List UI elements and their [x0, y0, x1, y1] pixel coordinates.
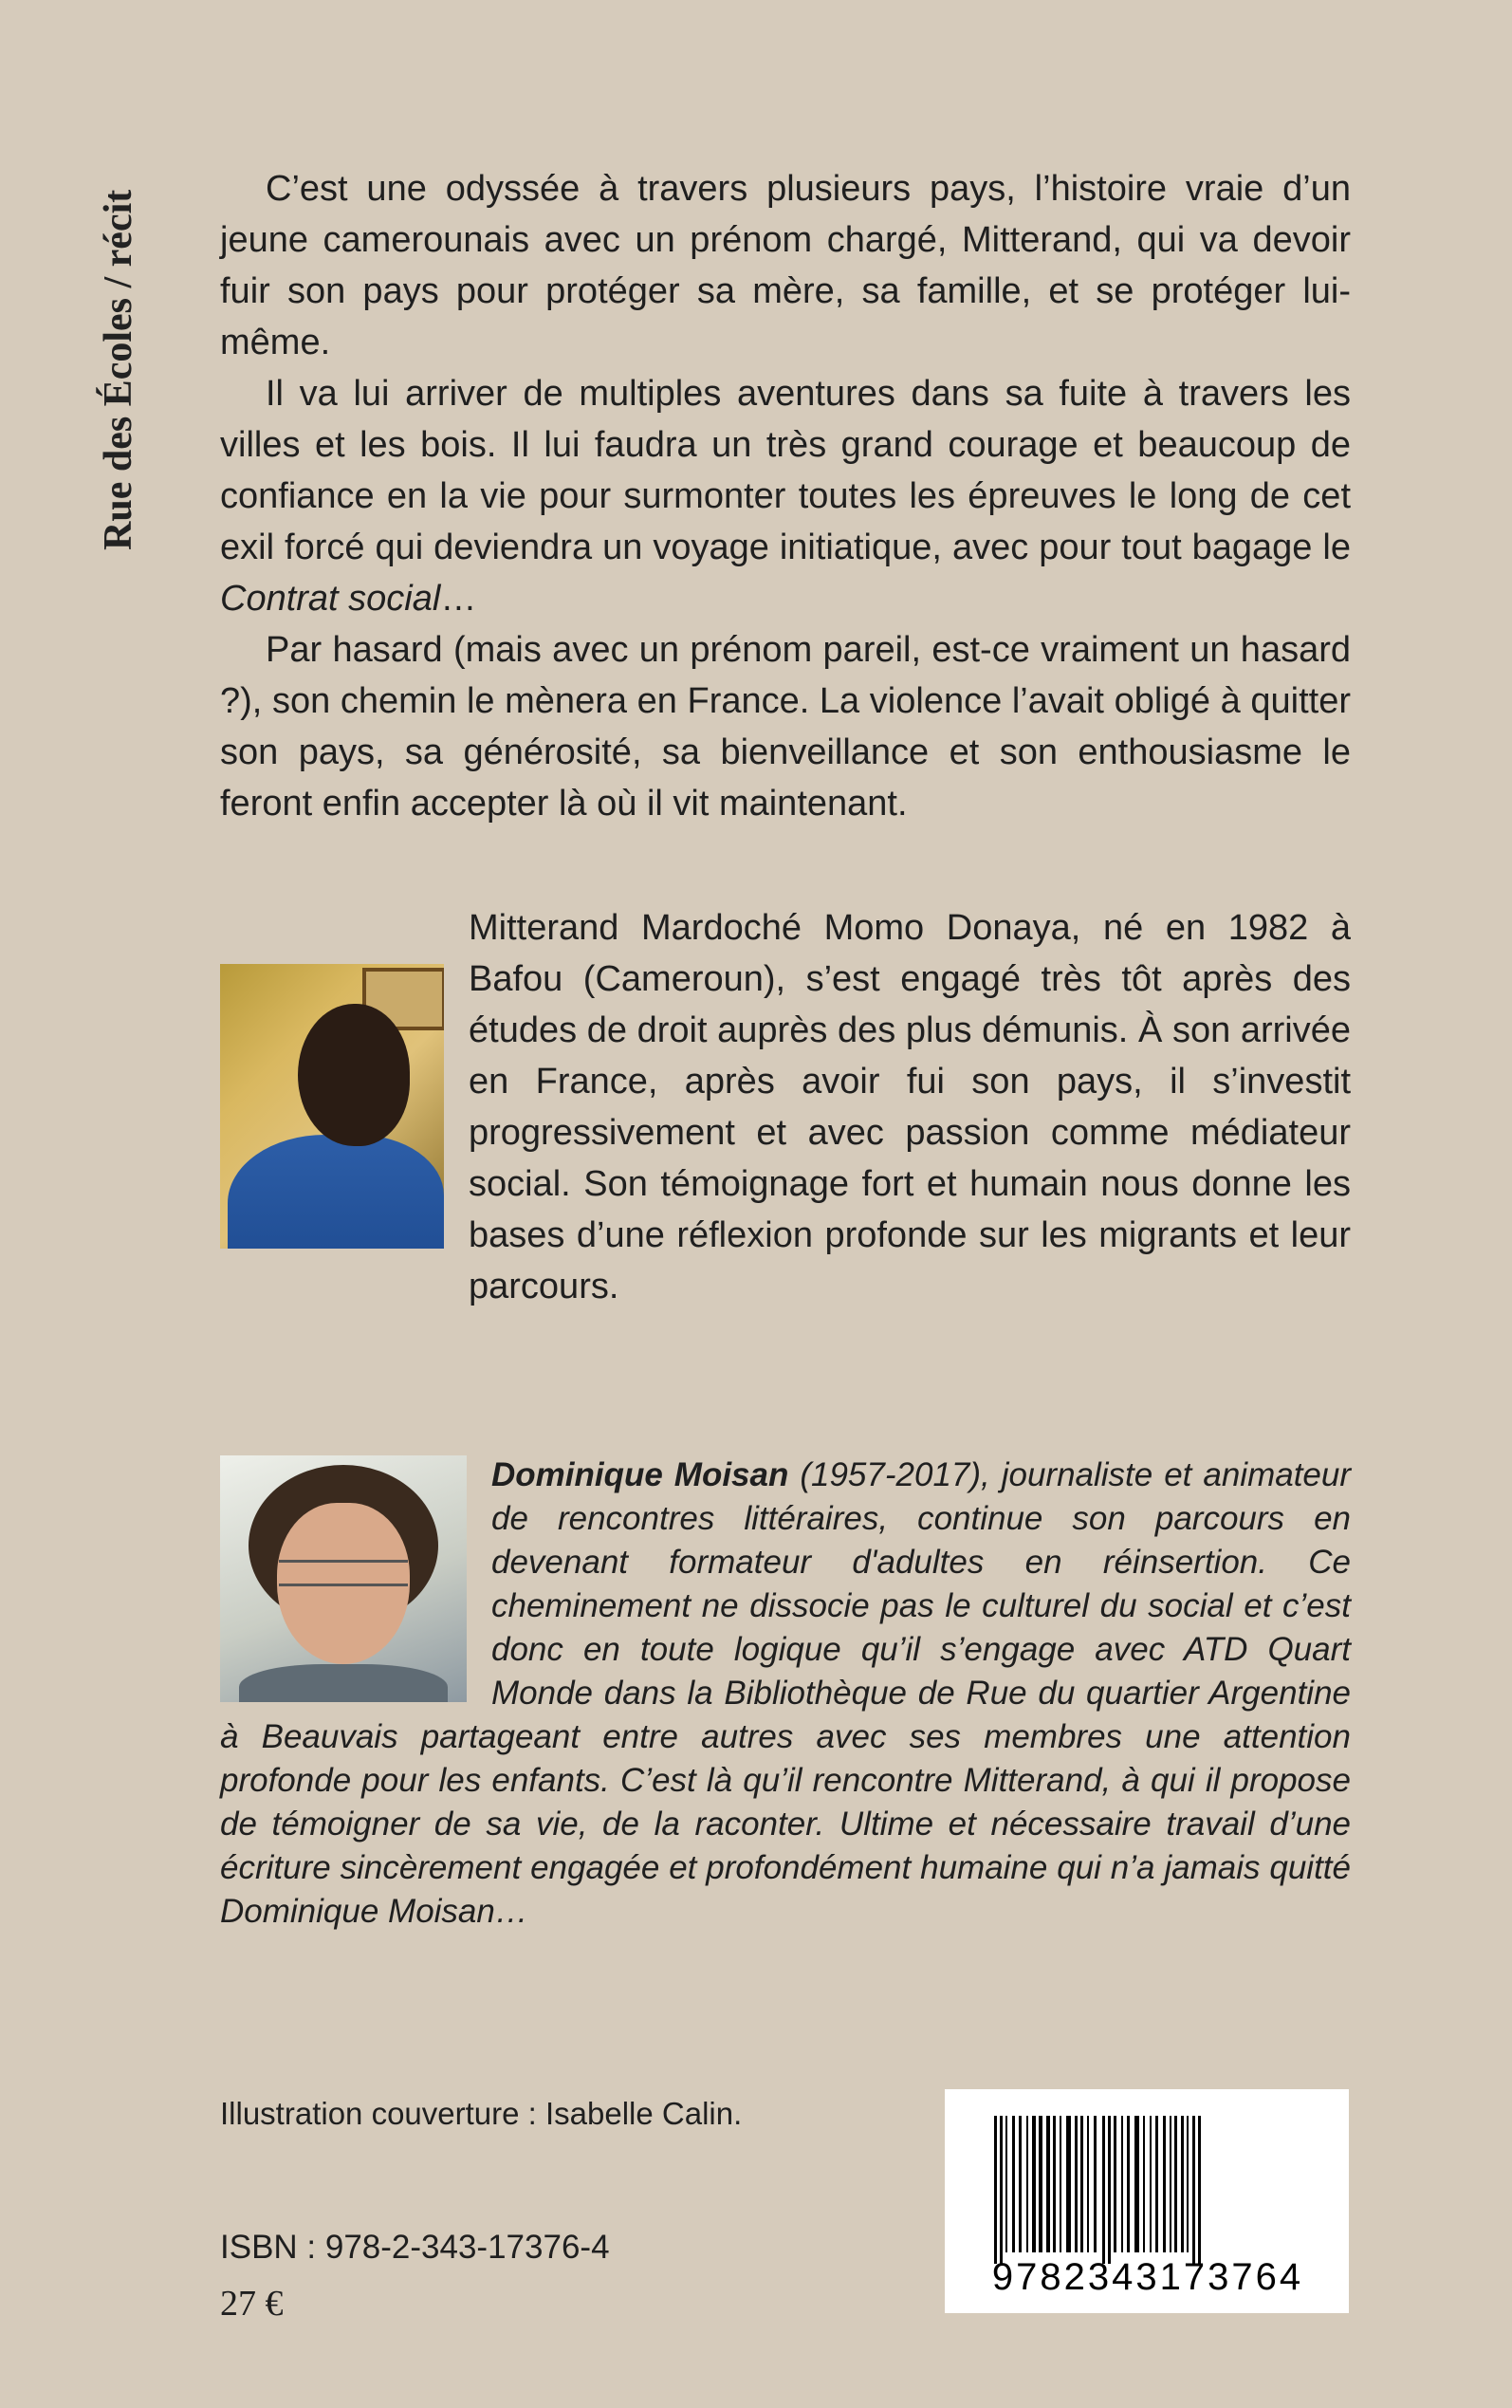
- summary-ellipsis: …: [440, 579, 477, 619]
- summary-paragraph-2: [220, 368, 1351, 624]
- barcode-bar: [1087, 2116, 1089, 2252]
- spine-series-title: Rue des Écoles / récit: [97, 189, 140, 550]
- summary-paragraph-1: [220, 163, 1351, 368]
- author-name-moisan: Dominique Moisan: [491, 1456, 789, 1493]
- barcode-bar: [1019, 2116, 1022, 2252]
- author-bio-mitterand: Mitterand Mardoché Momo Donaya, né en 1982 à Bafou (Cameroun), s’est engagé très tôt après des études de droit auprès des plus démunis. À son arrivée en France, après avoir fui son pays, il s’investit progressivement et avec passion comme médiateur social. Son témoignage fort et humain nous donne les bases d’une réflexion profonde sur les migrants et leur parcours.: [469, 908, 1351, 1306]
- barcode-bar: [1143, 2116, 1145, 2252]
- barcode-bar: [1075, 2116, 1078, 2252]
- barcode-number: 9782343173764: [991, 2256, 1304, 2298]
- summary-paragraph-3-text: Par hasard (mais avec un prénom pareil, est-ce vraiment un hasard ?), son chemin le mènera en France. La violence l’avait obligé à quitter son pays, sa générosité, sa bienveillance et son enthousiasme le feront enfin accepter là où il vit maintenant.: [220, 630, 1351, 824]
- barcode-bar: [1187, 2116, 1189, 2252]
- photo-figure-shirt: [228, 1135, 444, 1249]
- barcode-bar: [1155, 2116, 1158, 2252]
- barcode-bar: [1066, 2116, 1071, 2252]
- author-bio-moisan-text: (1957-2017), journaliste et animateur de rencontres littéraires, continue son parcours en devenant formateur d'adultes en réinsertion. Ce cheminement ne dissocie pas le culturel du social et c’est donc en toute logique qu’il s’engage avec ATD Quart Monde dans la Bibliothèque de Rue du quartier Argentine à Beauvais partageant entre autres avec ses membres une attention profonde pour les enfants. C’est là qu’il rencontre Mitterand, à qui il propose de témoigner de sa vie, de la raconter. Ultime et nécessaire travail d’une écriture sincèrement engagée et profondément humaine qui n’a jamais quitté Dominique Moisan…: [220, 1456, 1352, 1930]
- barcode-bar: [1198, 2116, 1201, 2264]
- barcode-bar: [1026, 2116, 1028, 2252]
- barcode-bar: [1174, 2116, 1177, 2252]
- price-label: 27 €: [220, 2284, 284, 2324]
- barcode-bar: [1170, 2116, 1171, 2252]
- barcode-bar: [1053, 2116, 1056, 2252]
- barcode-bar: [1032, 2116, 1036, 2252]
- barcode-bar: [994, 2116, 997, 2264]
- barcode-bar: [1012, 2116, 1015, 2252]
- barcode-bar: [1127, 2116, 1130, 2252]
- summary-paragraph-1-text: C’est une odyssée à travers plusieurs pays, l’histoire vraie d’un jeune camerounais avec un prénom chargé, Mitterand, qui va devoir fuir son pays pour protéger sa mère, sa famille, et se protéger lui-même.: [220, 169, 1351, 362]
- summary-paragraph-3: [220, 624, 1351, 829]
- barcode-bar: [1046, 2116, 1050, 2252]
- book-title-italic: Contrat social: [220, 579, 441, 619]
- author-photo-mitterand: [220, 964, 444, 1249]
- barcode-bar: [1039, 2116, 1042, 2252]
- barcode: [945, 2089, 1349, 2313]
- barcode-bar: [1163, 2116, 1166, 2252]
- barcode-bar: [1102, 2116, 1105, 2264]
- barcode-bar: [1181, 2116, 1184, 2252]
- barcode-bar: [1121, 2116, 1123, 2252]
- illustration-credit: Illustration couverture : Isabelle Calin.: [220, 2096, 743, 2131]
- barcode-bar: [1134, 2116, 1139, 2252]
- barcode-bar: [1000, 2116, 1003, 2264]
- barcode-bar: [1005, 2116, 1007, 2252]
- barcode-bar: [1192, 2116, 1195, 2264]
- author-bio-moisan: [220, 1454, 1351, 1934]
- isbn-label: ISBN : 978-2-343-17376-4: [220, 2229, 610, 2266]
- barcode-bar: [1114, 2116, 1116, 2252]
- barcode-bar: [1150, 2116, 1152, 2252]
- barcode-bar: [1080, 2116, 1083, 2252]
- summary-paragraph-2-text: Il va lui arriver de multiples aventures dans sa fuite à travers les villes et les bois. Il lui faudra un très grand courage et beaucoup de confiance en la vie pour surmonter toutes les épreuves le long de cet exil forcé qui deviendra un voyage initiatique, avec pour tout bagage le: [220, 374, 1351, 567]
- barcode-bar: [1094, 2116, 1097, 2252]
- barcode-bar: [1060, 2116, 1061, 2252]
- photo-figure-head: [298, 1004, 410, 1146]
- barcode-bar: [1108, 2116, 1111, 2264]
